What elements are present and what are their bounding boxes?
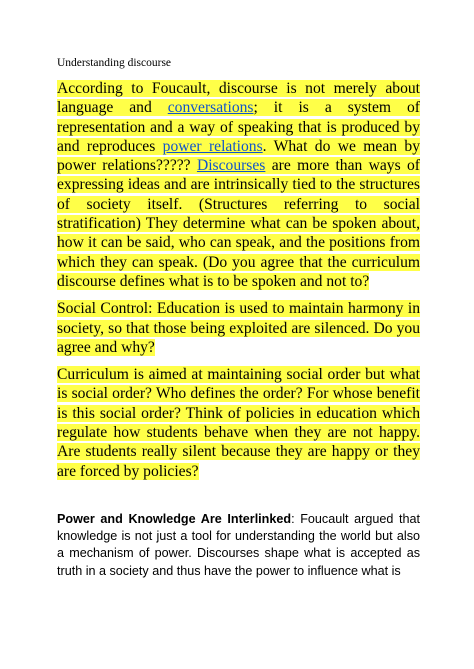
text-run: : Foucault argued that knowledge is not just a tool for understanding the world but also a mechanism of power. Discourses shape what is accepted as truth in a society and thus have the power to influence what is [57, 511, 421, 578]
text-run: ; it is a system of representation and a way of speaking that is produced by and reproduces [57, 99, 420, 155]
highlighted-text [57, 80, 420, 290]
link-power-relations[interactable]: power relations [162, 137, 263, 155]
text-run: . What do we mean by power relations????? [57, 137, 420, 175]
link-discourses[interactable]: Discourses [196, 157, 266, 175]
paragraph-foucault-discourse [57, 79, 420, 291]
bold-term: Power and Knowledge Are Interlinked [57, 511, 292, 526]
link-conversations[interactable]: conversations [167, 99, 254, 117]
paragraph-curriculum-order [57, 365, 420, 481]
paragraph-power-knowledge [57, 511, 420, 580]
text-run: are more than ways of expressing ideas and are intrinsically tied to the structures of society itself. (Structures referring to social stratification) They determine what can be spoken about, how it can be said, who can speak, and the positions from which they can speak. (Do you agree that the curriculum discourse defines what is to be spoken and not to? [57, 157, 420, 290]
highlighted-text: Social Control: Education is used to maintain harmony in society, so that those being exploited are silenced. Do you agree and why? [57, 300, 420, 356]
text-run: According to Foucault, discourse is not merely about language and [57, 80, 420, 117]
paragraph-social-control [57, 299, 420, 357]
section-heading: Understanding discourse [57, 57, 172, 69]
highlighted-text: Curriculum is aimed at maintaining social order but what is social order? Who defines the order? For whose benefit is this social order? Think of policies in education which regulate how students behave when they are not happy. Are students really silent because they are happy or they are forced by policies? [57, 366, 420, 480]
